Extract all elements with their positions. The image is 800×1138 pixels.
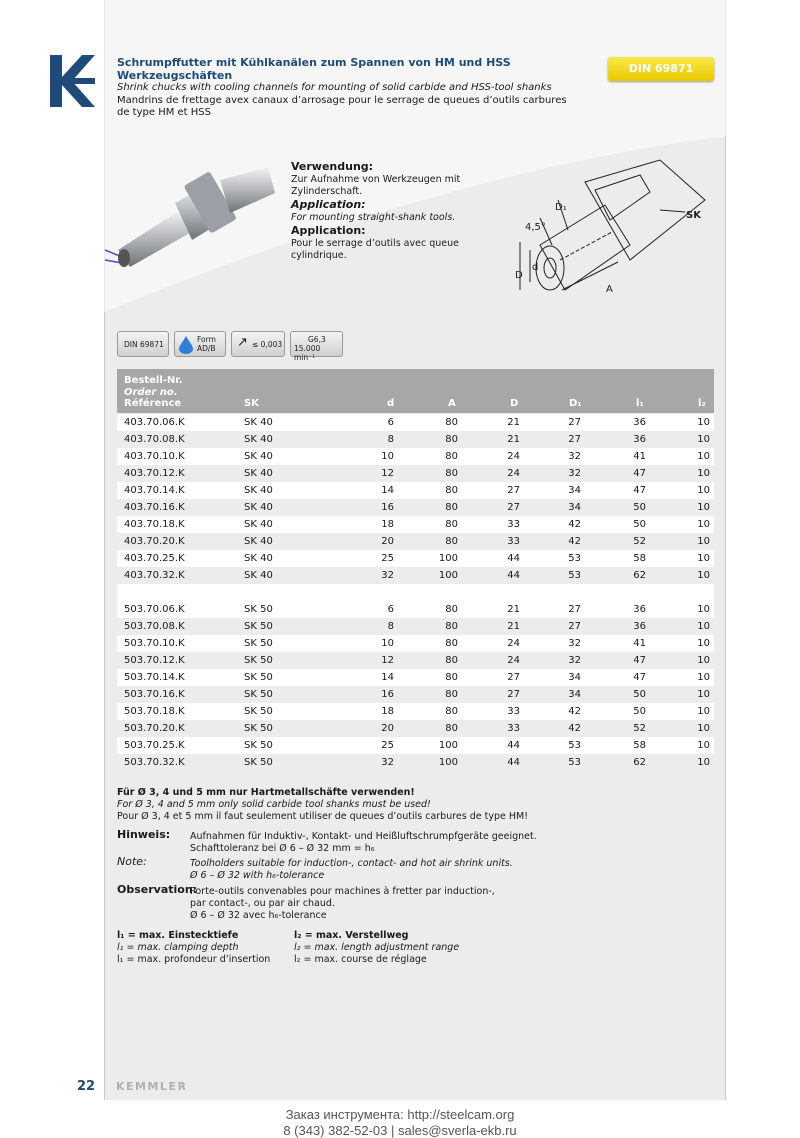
- table-cell: 403.70.18.K: [124, 519, 185, 530]
- table-cell: 27: [568, 621, 581, 632]
- table-cell: 44: [507, 740, 520, 751]
- table-cell: 24: [507, 451, 520, 462]
- col-header-l1: l₁: [636, 398, 644, 409]
- table-cell: 58: [633, 553, 646, 564]
- table-cell: 36: [633, 417, 646, 428]
- usage-heading-en: Application:: [291, 198, 366, 211]
- table-cell: 100: [438, 570, 458, 581]
- warning-en: For Ø 3, 4 and 5 mm only solid carbide tool shanks must be used!: [117, 799, 431, 810]
- table-cell: 47: [633, 655, 646, 666]
- table-cell: SK 50: [244, 655, 273, 666]
- table-cell: 80: [445, 604, 458, 615]
- table-cell: 503.70.18.K: [124, 706, 185, 717]
- table-cell: 52: [633, 723, 646, 734]
- table-cell: 503.70.25.K: [124, 740, 185, 751]
- order-no-de: Bestell-Nr.: [124, 375, 183, 386]
- table-cell: 80: [445, 672, 458, 683]
- table-cell: 10: [697, 434, 710, 445]
- table-cell: 10: [697, 689, 710, 700]
- table-cell: 27: [568, 417, 581, 428]
- table-cell: SK 50: [244, 723, 273, 734]
- table-cell: 42: [568, 706, 581, 717]
- table-cell: 80: [445, 706, 458, 717]
- table-cell: 27: [507, 689, 520, 700]
- table-cell: 10: [697, 553, 710, 564]
- remark-text-fr: [190, 886, 640, 922]
- table-cell: 33: [507, 706, 520, 717]
- table-cell: 50: [633, 502, 646, 513]
- table-row: [117, 635, 714, 652]
- brand-name: KEMMLER: [116, 1080, 188, 1093]
- order-no-en: Order no.: [124, 386, 178, 398]
- table-cell: 80: [445, 638, 458, 649]
- table-cell: 44: [507, 570, 520, 581]
- table-cell: 403.70.10.K: [124, 451, 185, 462]
- badge-form: [174, 331, 226, 357]
- usage-text-en: For mounting straight-shank tools.: [291, 212, 456, 223]
- table-cell: 10: [697, 570, 710, 581]
- table-cell: 50: [633, 519, 646, 530]
- table-cell: 14: [381, 485, 394, 496]
- table-cell: 503.70.08.K: [124, 621, 185, 632]
- col-header-d: d: [387, 398, 395, 409]
- table-cell: 80: [445, 451, 458, 462]
- legend-l2: [294, 930, 459, 966]
- table-row: [117, 482, 714, 499]
- table-cell: 8: [387, 434, 394, 445]
- diagram-angle-label: 4,5°: [525, 222, 546, 233]
- table-cell: SK 40: [244, 502, 273, 513]
- footer-contact: [0, 1107, 800, 1138]
- table-cell: SK 40: [244, 553, 273, 564]
- usage-text-fr: Pour le serrage d’outils avec queue cylindrique.: [291, 238, 459, 261]
- remark-fr-line2: par contact-, ou par air chaud.: [190, 898, 335, 909]
- table-cell: 21: [507, 621, 520, 632]
- table-cell: SK 40: [244, 536, 273, 547]
- table-cell: SK 50: [244, 706, 273, 717]
- remark-fr-line1: Porte-outils convenables pour machines à fretter par induction-,: [190, 886, 495, 897]
- badge-runout: [231, 331, 285, 357]
- table-cell: SK 50: [244, 672, 273, 683]
- table-cell: 42: [568, 519, 581, 530]
- badge-runout-text: ≤ 0,003: [252, 340, 283, 349]
- table-cell: 403.70.25.K: [124, 553, 185, 564]
- table-cell: 62: [633, 570, 646, 581]
- table-cell: 24: [507, 638, 520, 649]
- legend-l2-de: l₂ = max. Verstellweg: [294, 930, 409, 941]
- water-drop-icon: [179, 336, 193, 354]
- legend-l1-en: l₁ = max. clamping depth: [117, 942, 239, 953]
- table-cell: 503.70.32.K: [124, 757, 185, 768]
- table-cell: 10: [697, 638, 710, 649]
- table-cell: SK 40: [244, 451, 273, 462]
- table-cell: 32: [568, 655, 581, 666]
- table-cell: 21: [507, 417, 520, 428]
- table-cell: 10: [697, 740, 710, 751]
- table-cell: 10: [381, 638, 394, 649]
- footer-line1: Заказ инструмента: http://steelcam.org: [285, 1107, 515, 1122]
- remark-en-line2: Ø 6 – Ø 32 with h₆-tolerance: [190, 870, 325, 881]
- remark-label-de: Hinweis:: [117, 828, 171, 841]
- table-cell: 10: [697, 519, 710, 530]
- table-cell: SK 50: [244, 757, 273, 768]
- remark-de-line2: Schafttoleranz bei Ø 6 – Ø 32 mm = h₆: [190, 843, 375, 854]
- order-no-heading: [124, 375, 183, 410]
- table-cell: SK 40: [244, 417, 273, 428]
- table-cell: 32: [568, 468, 581, 479]
- table-row: [117, 652, 714, 669]
- table-cell: 27: [568, 604, 581, 615]
- table-cell: 27: [507, 485, 520, 496]
- table-cell: 24: [507, 468, 520, 479]
- dimension-table-body: [117, 414, 714, 771]
- table-cell: 50: [633, 689, 646, 700]
- table-cell: 24: [507, 655, 520, 666]
- remark-text-de: [190, 831, 640, 855]
- table-cell: 10: [697, 621, 710, 632]
- badge-balance-line2: 15.000 min⁻¹: [294, 344, 321, 362]
- footer-line2: 8 (343) 382-52-03 | sales@sverla-ekb.ru: [283, 1123, 517, 1138]
- title-french-line1: Mandrins de frettage avex canaux d’arrosage pour le serrage de queues d’outils carbures: [117, 94, 567, 106]
- table-cell: 80: [445, 621, 458, 632]
- table-cell: 80: [445, 434, 458, 445]
- table-row: [117, 465, 714, 482]
- table-cell: 503.70.14.K: [124, 672, 185, 683]
- table-row: [117, 550, 714, 567]
- legend-l1-de: l₁ = max. Einstecktiefe: [117, 930, 239, 941]
- table-cell: 403.70.12.K: [124, 468, 185, 479]
- shrink-chuck-photo: [100, 155, 280, 280]
- table-cell: SK 40: [244, 570, 273, 581]
- table-cell: SK 40: [244, 519, 273, 530]
- table-cell: SK 50: [244, 740, 273, 751]
- diagram-small-d-label: d: [532, 262, 539, 273]
- table-cell: SK 50: [244, 621, 273, 632]
- diagram-d1-label: D₁: [555, 202, 567, 213]
- table-cell: 10: [697, 604, 710, 615]
- diagram-a-label: A: [606, 284, 613, 295]
- table-cell: 6: [387, 417, 394, 428]
- table-cell: 403.70.14.K: [124, 485, 185, 496]
- table-cell: 8: [387, 621, 394, 632]
- table-cell: 25: [381, 553, 394, 564]
- table-cell: SK 40: [244, 434, 273, 445]
- table-row: [117, 754, 714, 771]
- table-cell: 42: [568, 723, 581, 734]
- table-row: [117, 567, 714, 584]
- col-header-sk: SK: [244, 398, 259, 409]
- col-header-l2: l₂: [698, 398, 706, 409]
- table-cell: 403.70.32.K: [124, 570, 185, 581]
- page-number: 22: [77, 1079, 96, 1094]
- table-cell: 10: [697, 417, 710, 428]
- title-english: Shrink chucks with cooling channels for mounting of solid carbide and HSS-tool shanks: [117, 82, 552, 93]
- badge-form-line2: AD/B: [197, 344, 216, 353]
- table-row: [117, 499, 714, 516]
- table-cell: 503.70.16.K: [124, 689, 185, 700]
- table-cell: 32: [568, 638, 581, 649]
- table-cell: 10: [697, 536, 710, 547]
- table-cell: 32: [381, 570, 394, 581]
- table-cell: 10: [697, 706, 710, 717]
- table-cell: 33: [507, 723, 520, 734]
- table-cell: 100: [438, 553, 458, 564]
- table-row: [117, 516, 714, 533]
- title-german: Schrumpffutter mit Kühlkanälen zum Spannen von HM und HSS Werkzeugschäften: [117, 56, 511, 82]
- table-cell: 10: [697, 757, 710, 768]
- table-cell: 12: [381, 468, 394, 479]
- table-cell: 80: [445, 485, 458, 496]
- legend-l1-fr: l₁ = max. profondeur d’insertion: [117, 954, 271, 965]
- table-cell: SK 40: [244, 485, 273, 496]
- badge-balance-line1: G6,3: [308, 335, 326, 344]
- table-cell: 32: [381, 757, 394, 768]
- table-cell: 44: [507, 553, 520, 564]
- table-cell: 10: [697, 723, 710, 734]
- legend-l1: [117, 930, 270, 966]
- table-cell: 27: [507, 502, 520, 513]
- usage-section: [291, 160, 491, 262]
- table-header: [117, 369, 714, 413]
- table-cell: 10: [697, 451, 710, 462]
- remark-label-en: Note:: [117, 855, 147, 868]
- table-row: [117, 431, 714, 448]
- table-row: [117, 448, 714, 465]
- table-cell: 42: [568, 536, 581, 547]
- table-cell: 25: [381, 740, 394, 751]
- col-header-d1: D₁: [569, 398, 582, 409]
- table-cell: 16: [381, 689, 394, 700]
- badge-balance: [290, 331, 343, 362]
- badge-din-text: DIN 69871: [124, 340, 164, 349]
- table-row: [117, 618, 714, 635]
- table-cell: 80: [445, 468, 458, 479]
- table-cell: 10: [697, 672, 710, 683]
- table-row: [117, 533, 714, 550]
- table-cell: 80: [445, 689, 458, 700]
- table-cell: 21: [507, 604, 520, 615]
- table-cell: 62: [633, 757, 646, 768]
- usage-text-de: Zur Aufnahme von Werkzeugen mit Zylinderschaft.: [291, 174, 461, 197]
- table-cell: SK 50: [244, 604, 273, 615]
- table-row: [117, 601, 714, 618]
- diagram-d-label: D: [515, 270, 523, 281]
- table-cell: 503.70.10.K: [124, 638, 185, 649]
- remark-de-line1: Aufnahmen für Induktiv-, Kontakt- und Heißluftschrumpfgeräte geeignet.: [190, 831, 537, 842]
- table-cell: 12: [381, 655, 394, 666]
- table-cell: SK 50: [244, 689, 273, 700]
- table-cell: 503.70.20.K: [124, 723, 185, 734]
- table-row: [117, 414, 714, 431]
- table-cell: 100: [438, 740, 458, 751]
- warning-de: Für Ø 3, 4 und 5 mm nur Hartmetallschäfte verwenden!: [117, 787, 415, 798]
- table-cell: 50: [633, 706, 646, 717]
- table-cell: 20: [381, 536, 394, 547]
- table-cell: 33: [507, 519, 520, 530]
- table-cell: 503.70.06.K: [124, 604, 185, 615]
- table-cell: 80: [445, 536, 458, 547]
- table-cell: 10: [697, 502, 710, 513]
- remark-text-en: [190, 858, 640, 882]
- table-cell: 53: [568, 740, 581, 751]
- remark-label-fr: Observation:: [117, 883, 198, 896]
- runout-arrow-icon: ↗: [237, 335, 248, 350]
- badge-form-line1: Form: [197, 335, 216, 344]
- table-cell: 44: [507, 757, 520, 768]
- table-cell: 80: [445, 417, 458, 428]
- din-standard-badge: DIN 69871: [608, 57, 714, 81]
- table-cell: 36: [633, 434, 646, 445]
- table-cell: 41: [633, 451, 646, 462]
- product-title: [117, 56, 587, 120]
- title-french-line2: de type HM et HSS: [117, 107, 211, 118]
- table-cell: 10: [697, 485, 710, 496]
- table-cell: 100: [438, 757, 458, 768]
- badge-din: [117, 331, 169, 357]
- table-row: [117, 669, 714, 686]
- table-cell: 10: [697, 468, 710, 479]
- table-cell: 80: [445, 519, 458, 530]
- table-cell: 21: [507, 434, 520, 445]
- dimension-drawing: [500, 150, 715, 325]
- table-cell: 53: [568, 757, 581, 768]
- table-cell: 503.70.12.K: [124, 655, 185, 666]
- table-cell: 47: [633, 485, 646, 496]
- usage-heading-fr: Application:: [291, 224, 366, 237]
- table-spacer: [117, 584, 714, 601]
- table-cell: 52: [633, 536, 646, 547]
- table-cell: 47: [633, 672, 646, 683]
- diagram-sk-label: SK: [686, 210, 701, 221]
- table-cell: 10: [697, 655, 710, 666]
- table-row: [117, 720, 714, 737]
- table-cell: 80: [445, 655, 458, 666]
- table-cell: 20: [381, 723, 394, 734]
- table-cell: 47: [633, 468, 646, 479]
- table-cell: 403.70.06.K: [124, 417, 185, 428]
- table-cell: SK 40: [244, 468, 273, 479]
- table-cell: 58: [633, 740, 646, 751]
- table-cell: 36: [633, 621, 646, 632]
- col-header-a: A: [448, 398, 456, 409]
- table-cell: 34: [568, 485, 581, 496]
- table-cell: 14: [381, 672, 394, 683]
- table-cell: 18: [381, 706, 394, 717]
- table-row: [117, 703, 714, 720]
- table-cell: 32: [568, 451, 581, 462]
- legend-l2-fr: l₂ = max. course de réglage: [294, 954, 427, 965]
- table-cell: 403.70.20.K: [124, 536, 185, 547]
- remark-fr-line3: Ø 6 – Ø 32 avec h₆-tolerance: [190, 910, 327, 921]
- table-cell: 27: [507, 672, 520, 683]
- table-cell: 33: [507, 536, 520, 547]
- table-row: [117, 737, 714, 754]
- warning-fr: Pour Ø 3, 4 et 5 mm il faut seulement utiliser de queues d’outils carbures de type HM!: [117, 811, 529, 822]
- table-cell: 403.70.08.K: [124, 434, 185, 445]
- legend-l2-en: l₂ = max. length adjustment range: [294, 942, 460, 953]
- table-cell: 80: [445, 723, 458, 734]
- table-cell: 34: [568, 689, 581, 700]
- usage-heading-de: Verwendung:: [291, 160, 374, 173]
- table-row: [117, 686, 714, 703]
- table-cell: 34: [568, 502, 581, 513]
- table-cell: 16: [381, 502, 394, 513]
- carbide-warning: [117, 787, 714, 823]
- table-cell: 27: [568, 434, 581, 445]
- table-cell: 53: [568, 553, 581, 564]
- table-cell: 403.70.16.K: [124, 502, 185, 513]
- table-cell: 18: [381, 519, 394, 530]
- kemmler-logo: [50, 55, 95, 107]
- table-cell: 53: [568, 570, 581, 581]
- table-cell: SK 50: [244, 638, 273, 649]
- remark-en-line1: Toolholders suitable for induction-, contact- and hot air shrink units.: [190, 858, 513, 869]
- col-header-big-d: D: [510, 398, 519, 409]
- table-cell: 10: [381, 451, 394, 462]
- table-cell: 6: [387, 604, 394, 615]
- table-cell: 41: [633, 638, 646, 649]
- order-no-fr: Référence: [124, 398, 182, 409]
- table-cell: 36: [633, 604, 646, 615]
- table-cell: 80: [445, 502, 458, 513]
- table-cell: 34: [568, 672, 581, 683]
